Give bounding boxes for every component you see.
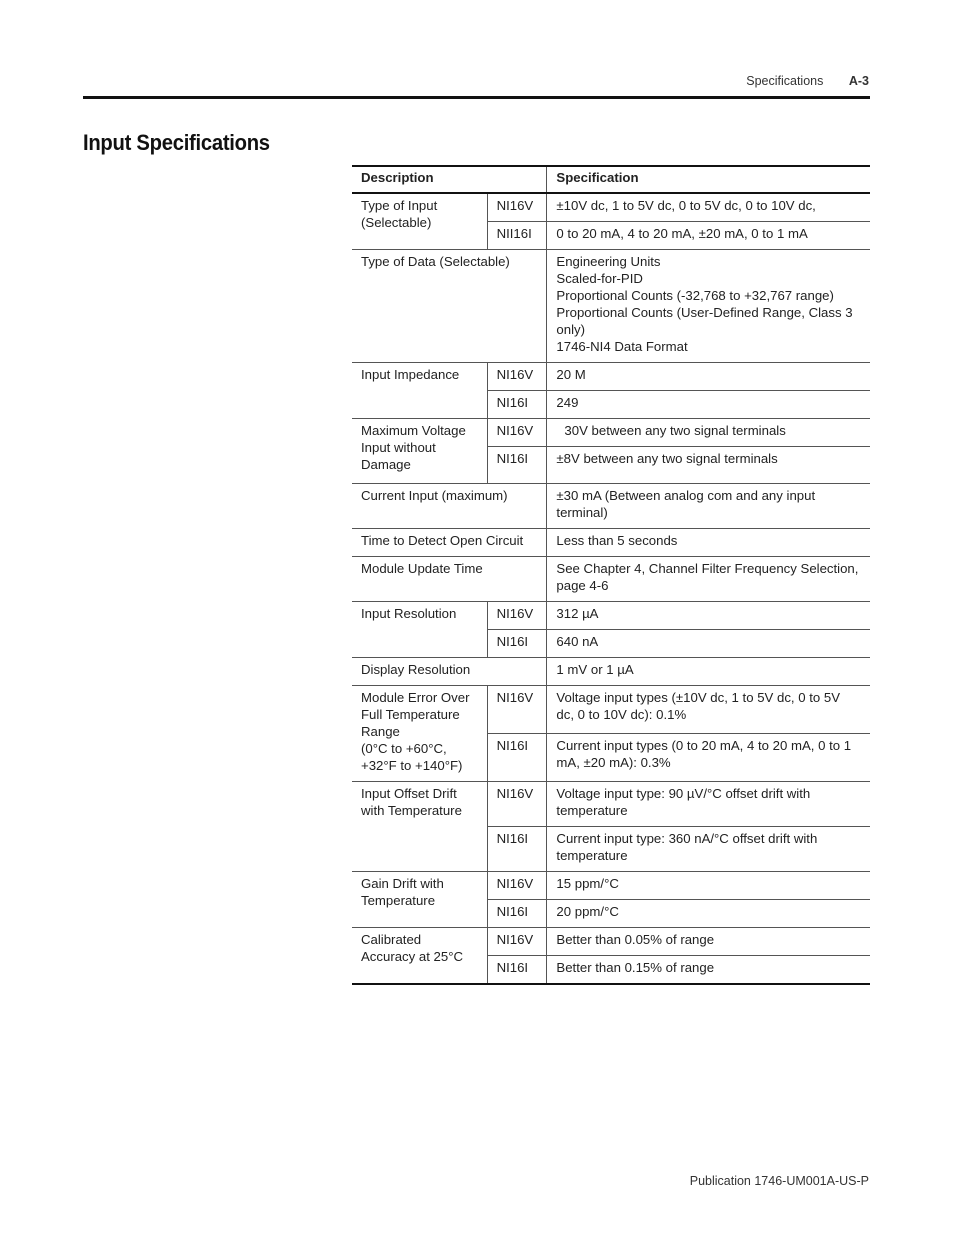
row-specification: Voltage input types (±10V dc, 1 to 5V dc, 0 to 5V dc, 0 to 10V dc): 0.1%	[547, 686, 870, 734]
row-module: NI16V	[487, 782, 547, 827]
row-module: NI16I	[487, 956, 547, 985]
row-description: Type of Data (Selectable)	[352, 250, 547, 363]
row-module: NI16V	[487, 419, 547, 447]
row-module: NI16I	[487, 447, 547, 484]
row-description: Input Offset Drift with Temperature	[352, 782, 487, 872]
row-description: Maximum Voltage Input without Damage	[352, 419, 487, 484]
row-specification: 30V between any two signal terminals	[547, 419, 870, 447]
table-row	[352, 872, 870, 900]
row-specification: 312 µA	[547, 602, 870, 630]
row-specification: Less than 5 seconds	[547, 529, 870, 557]
table-row	[352, 782, 870, 827]
row-description: Calibrated Accuracy at 25°C	[352, 928, 487, 985]
row-specification: Voltage input type: 90 µV/°C offset drift with temperature	[547, 782, 870, 827]
row-module: NI16V	[487, 193, 547, 222]
table-row	[352, 928, 870, 956]
row-specification: 1 mV or 1 µA	[547, 658, 870, 686]
row-specification: 249	[547, 391, 870, 419]
row-module: NI16I	[487, 827, 547, 872]
table-row	[352, 193, 870, 222]
row-description: Input Impedance	[352, 363, 487, 419]
table-row	[352, 658, 870, 686]
table-row	[352, 484, 870, 529]
row-description: Time to Detect Open Circuit	[352, 529, 547, 557]
input-specifications-table	[352, 165, 870, 985]
row-module: NII16I	[487, 222, 547, 250]
table-row	[352, 557, 870, 602]
header-description: Description	[352, 166, 547, 193]
row-module: NI16V	[487, 928, 547, 956]
running-header	[746, 74, 869, 88]
row-specification: ±8V between any two signal terminals	[547, 447, 870, 484]
table-header-row	[352, 166, 870, 193]
row-description: Module Update Time	[352, 557, 547, 602]
header-page-number: A-3	[848, 74, 869, 88]
publication-footer: Publication 1746-UM001A-US-P	[689, 1174, 869, 1188]
row-description: Input Resolution	[352, 602, 487, 658]
row-description: Current Input (maximum)	[352, 484, 547, 529]
table-row	[352, 686, 870, 734]
row-specification: See Chapter 4, Channel Filter Frequency Selection, page 4-6	[547, 557, 870, 602]
table-row	[352, 602, 870, 630]
row-module: NI16V	[487, 872, 547, 900]
header-section: Specifications	[746, 74, 824, 88]
row-specification: 640 nA	[547, 630, 870, 658]
table-row	[352, 529, 870, 557]
row-specification: ±30 mA (Between analog com and any input terminal)	[547, 484, 870, 529]
row-specification: 0 to 20 mA, 4 to 20 mA, ±20 mA, 0 to 1 mA	[547, 222, 870, 250]
page-title: Input Specifications	[83, 130, 270, 155]
table-row	[352, 363, 870, 391]
row-specification: 20 M	[547, 363, 870, 391]
row-description: Module Error Over Full Temperature Range (0°C to +60°C, +32°F to +140°F)	[352, 686, 487, 782]
row-description: Type of Input (Selectable)	[352, 193, 487, 250]
table-row	[352, 419, 870, 447]
row-module: NI16I	[487, 734, 547, 782]
row-specification: Current input types (0 to 20 mA, 4 to 20 mA, 0 to 1 mA, ±20 mA): 0.3%	[547, 734, 870, 782]
row-specification: Current input type: 360 nA/°C offset drift with temperature	[547, 827, 870, 872]
table-row	[352, 250, 870, 363]
row-module: NI16I	[487, 391, 547, 419]
header-rule	[83, 96, 870, 99]
row-module: NI16V	[487, 686, 547, 734]
row-description: Display Resolution	[352, 658, 547, 686]
row-specification: 20 ppm/°C	[547, 900, 870, 928]
row-module: NI16I	[487, 900, 547, 928]
row-specification: 15 ppm/°C	[547, 872, 870, 900]
row-module: NI16I	[487, 630, 547, 658]
row-specification: Better than 0.05% of range	[547, 928, 870, 956]
row-description: Gain Drift with Temperature	[352, 872, 487, 928]
row-module: NI16V	[487, 363, 547, 391]
row-specification: Better than 0.15% of range	[547, 956, 870, 985]
row-module: NI16V	[487, 602, 547, 630]
header-specification: Specification	[547, 166, 870, 193]
row-specification: Engineering Units Scaled-for-PID Proportional Counts (-32,768 to +32,767 range) Proportional Counts (User-Defined Range, Class 3 only) 1746-NI4 Data Format	[547, 250, 870, 363]
row-specification: ±10V dc, 1 to 5V dc, 0 to 5V dc, 0 to 10V dc,	[547, 193, 870, 222]
